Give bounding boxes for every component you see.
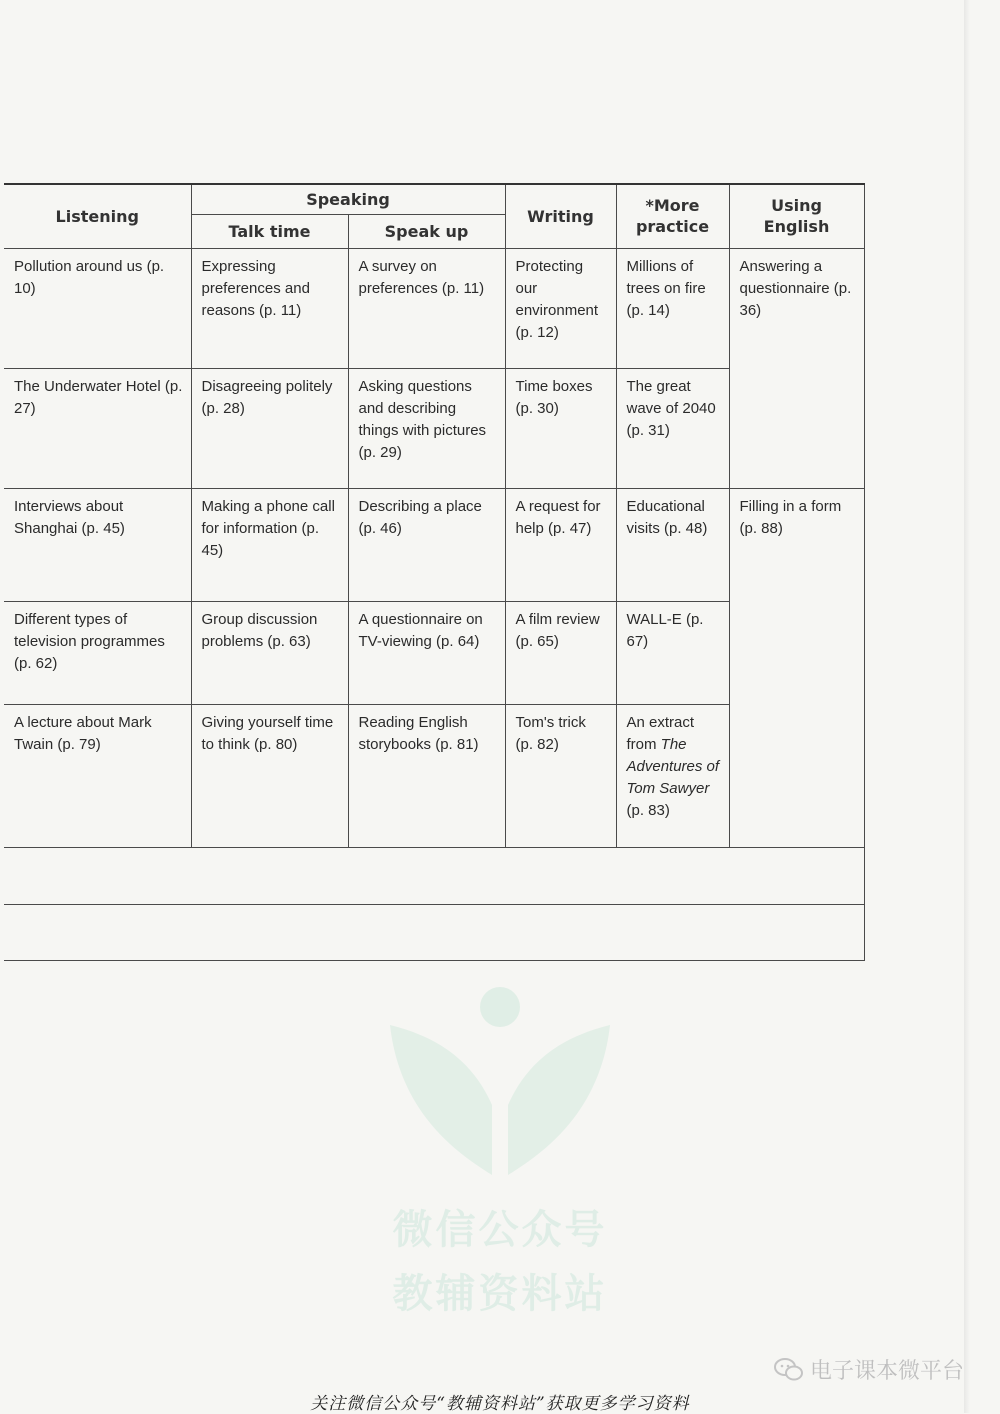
cell-listening: Interviews about Shanghai (p. 45) (4, 488, 191, 601)
cell-listening: Different types of television programmes (p. 62) (4, 601, 191, 704)
cell-more-practice: Millions of trees on fire (p. 14) (616, 248, 729, 368)
watermark-line1: 微信公众号 (392, 1207, 608, 1253)
blank-cell (4, 904, 864, 960)
watermark-line2: 教辅资料站 (392, 1271, 608, 1317)
cell-speak-up: Asking questions and describing things with pictures (p. 29) (348, 368, 505, 488)
header-more-practice-line1: *More (645, 196, 700, 216)
header-talk-time: Talk time (191, 214, 348, 248)
cell-talk-time: Expressing preferences and reasons (p. 11) (191, 248, 348, 368)
cell-speak-up: A survey on preferences (p. 11) (348, 248, 505, 368)
more-practice-suffix: (p. 83) (626, 801, 670, 819)
cell-talk-time: Disagreeing politely (p. 28) (191, 368, 348, 488)
cell-using-english: Filling in a form (p. 88) (729, 488, 864, 847)
cell-more-practice (616, 704, 729, 847)
cell-speak-up: Reading English storybooks (p. 81) (348, 704, 505, 847)
header-listening: Listening (4, 184, 191, 248)
cell-more-practice: WALL-E (p. 67) (616, 601, 729, 704)
cell-speak-up: A questionnaire on TV-viewing (p. 64) (348, 601, 505, 704)
cell-writing: A film review (p. 65) (505, 601, 616, 704)
header-speak-up: Speak up (348, 214, 505, 248)
table-row (4, 488, 864, 601)
footer-note: 关注微信公众号“教辅资料站”获取更多学习资料 (310, 1394, 690, 1414)
cell-listening: The Underwater Hotel (p. 27) (4, 368, 191, 488)
blank-row (4, 847, 864, 904)
cell-talk-time: Group discussion problems (p. 63) (191, 601, 348, 704)
cell-using-english: Answering a questionnaire (p. 36) (729, 248, 864, 488)
book-title: The Adventures of Tom Sawyer (626, 735, 720, 797)
syllabus-table (4, 183, 865, 961)
platform-tag-text: 电子课本微平台 (809, 1359, 964, 1384)
cell-writing: Tom's trick (p. 82) (505, 704, 616, 847)
cell-writing: A request for help (p. 47) (505, 488, 616, 601)
header-using-english-line2: English (763, 217, 830, 237)
wechat-icon (774, 1357, 804, 1383)
header-using-english-line1: Using (771, 196, 822, 216)
header-using-english (729, 184, 864, 248)
cell-talk-time: Making a phone call for information (p. 45) (191, 488, 348, 601)
blank-row (4, 904, 864, 960)
cell-listening: A lecture about Mark Twain (p. 79) (4, 704, 191, 847)
blank-cell (4, 847, 864, 904)
more-practice-prefix: An extract from (626, 713, 695, 753)
cell-more-practice: The great wave of 2040 (p. 31) (616, 368, 729, 488)
cell-more-practice: Educational visits (p. 48) (616, 488, 729, 601)
platform-tag (774, 1354, 964, 1385)
cell-speak-up: Describing a place (p. 46) (348, 488, 505, 601)
seedling-logo-icon (380, 985, 620, 1185)
header-speaking: Speaking (191, 184, 505, 214)
cell-listening: Pollution around us (p. 10) (4, 248, 191, 368)
header-more-practice (616, 184, 729, 248)
table-row (4, 248, 864, 368)
header-writing: Writing (505, 184, 616, 248)
page-edge-shadow (964, 0, 970, 1413)
cell-writing: Time boxes (p. 30) (505, 368, 616, 488)
cell-talk-time: Giving yourself time to think (p. 80) (191, 704, 348, 847)
cell-writing: Protecting our environment (p. 12) (505, 248, 616, 368)
header-more-practice-line2: practice (635, 217, 710, 237)
